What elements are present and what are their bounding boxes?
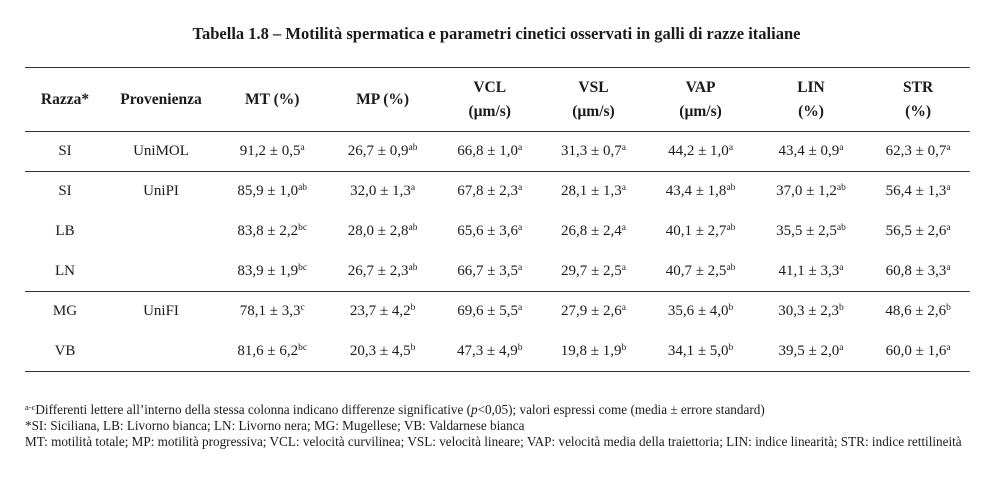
table-header: [25, 68, 970, 132]
cell-lin: 39,5 ± 2,0$^a$: [778, 342, 844, 359]
cell-provenienza: [105, 252, 217, 292]
cell-razza: MG: [52, 303, 78, 320]
cell-lin: 30,3 ± 2,3$^b$: [778, 303, 844, 320]
cell-vcl: 67,8 ± 2,3$^a$: [457, 183, 523, 200]
cell-vap: 43,4 ± 1,8$^{ab}$: [665, 183, 736, 200]
header-mp: MP (%): [356, 90, 410, 108]
cell-lin: 37,0 ± 1,2$^{ab}$: [776, 183, 846, 200]
header-razza: Razza*: [40, 90, 90, 108]
footnotes: [25, 402, 970, 450]
cell-mt: 83,8 ± 2,2$^{bc}$: [237, 223, 308, 239]
table-row: [25, 252, 970, 292]
cell-provenienza: UniFI: [143, 303, 179, 320]
cell-str: 48,6 ± 2,6$^b$: [885, 303, 951, 320]
cell-provenienza: [105, 212, 217, 252]
header-vsl: VSL (µm/s): [572, 78, 615, 120]
cell-str: 60,8 ± 3,3$^a$: [885, 262, 951, 279]
header-vcl: VCL (µm/s): [468, 78, 511, 120]
cell-vap: 40,7 ± 2,5$^{ab}$: [665, 262, 736, 279]
cell-vsl: 19,8 ± 1,9$^b$: [560, 342, 627, 359]
cell-provenienza: UniPI: [143, 183, 179, 200]
cell-vsl: 28,1 ± 1,3$^a$: [560, 183, 626, 200]
cell-vcl: 69,6 ± 5,5$^a$: [457, 303, 523, 320]
cell-vcl: 66,7 ± 3,5$^a$: [457, 262, 523, 279]
cell-mt: 91,2 ± 0,5$^a$: [239, 143, 305, 159]
cell-vsl: 31,3 ± 0,7$^a$: [560, 143, 626, 159]
data-table: [25, 67, 970, 372]
cell-vap: 40,1 ± 2,7$^{ab}$: [665, 223, 736, 239]
cell-vap: 35,6 ± 4,0$^b$: [667, 303, 734, 320]
table-body: [25, 132, 970, 372]
header-row: [25, 68, 970, 132]
cell-mt: 78,1 ± 3,3$^c$: [239, 303, 305, 320]
table-row: [25, 292, 970, 332]
cell-str: 60,0 ± 1,6$^a$: [885, 342, 951, 359]
cell-mp: 32,0 ± 1,3$^a$: [350, 183, 416, 200]
cell-mt: 81,6 ± 6,2$^{bc}$: [237, 342, 308, 359]
cell-provenienza: [105, 332, 217, 372]
cell-lin: 35,5 ± 2,5$^{ab}$: [776, 223, 846, 239]
table-row: [25, 212, 970, 252]
cell-mp: 28,0 ± 2,8$^{ab}$: [347, 223, 418, 239]
table-row: [25, 172, 970, 212]
cell-str: 56,4 ± 1,3$^a$: [885, 183, 951, 200]
header-lin: LIN (%): [797, 78, 825, 120]
footnote-breeds: *SI: Siciliana, LB: Livorno bianca; LN: Livorno nera; MG: Mugellese; VB: Valdarnese bianca: [25, 418, 525, 433]
footnote-significance: $^{a-c}$Differenti lettere all’interno della stessa colonna indicano differenze significative (p<0,05); valori espressi come (media ± errore standard): [25, 402, 765, 417]
cell-mt: 83,9 ± 1,9$^{bc}$: [237, 262, 308, 279]
footnote-abbreviations: MT: motilità totale; MP: motilità progressiva; VCL: velocità curvilinea; VSL: velocità lineare; VAP: velocità media della traiettoria; LIN: indice linearità; STR: indice rettilineità: [25, 434, 962, 449]
cell-mp: 26,7 ± 2,3$^{ab}$: [347, 262, 418, 279]
header-str: STR (%): [903, 78, 934, 120]
cell-vcl: 47,3 ± 4,9$^b$: [456, 342, 523, 359]
cell-provenienza: UniMOL: [133, 143, 189, 159]
cell-mp: 20,3 ± 4,5$^b$: [349, 342, 416, 359]
cell-razza: LB: [55, 223, 75, 239]
cell-str: 56,5 ± 2,6$^a$: [885, 223, 951, 239]
header-provenienza: Provenienza: [120, 90, 202, 108]
cell-lin: 43,4 ± 0,9$^a$: [778, 143, 844, 159]
cell-vap: 44,2 ± 1,0$^a$: [668, 143, 734, 159]
table-row: [25, 132, 970, 172]
table-row: [25, 332, 970, 372]
cell-mp: 26,7 ± 0,9$^{ab}$: [347, 143, 418, 159]
cell-mp: 23,7 ± 4,2$^b$: [349, 303, 416, 320]
cell-mt: 85,9 ± 1,0$^{ab}$: [237, 183, 308, 200]
cell-vcl: 65,6 ± 3,6$^a$: [457, 223, 523, 239]
cell-vap: 34,1 ± 5,0$^b$: [667, 342, 734, 359]
cell-vsl: 26,8 ± 2,4$^a$: [560, 223, 626, 239]
cell-razza: SI: [58, 143, 72, 159]
cell-razza: LN: [55, 262, 75, 279]
cell-vcl: 66,8 ± 1,0$^a$: [457, 143, 523, 159]
cell-razza: VB: [54, 342, 76, 359]
cell-vsl: 27,9 ± 2,6$^a$: [560, 303, 626, 320]
header-vap: VAP (µm/s): [679, 78, 722, 120]
cell-razza: SI: [58, 183, 72, 200]
table-title: Tabella 1.8 – Motilità spermatica e parametri cinetici osservati in galli di razze italiane: [192, 24, 801, 43]
header-mt: MT (%): [245, 90, 300, 108]
cell-lin: 41,1 ± 3,3$^a$: [778, 262, 844, 279]
cell-vsl: 29,7 ± 2,5$^a$: [560, 262, 626, 279]
cell-str: 62,3 ± 0,7$^a$: [885, 143, 951, 159]
